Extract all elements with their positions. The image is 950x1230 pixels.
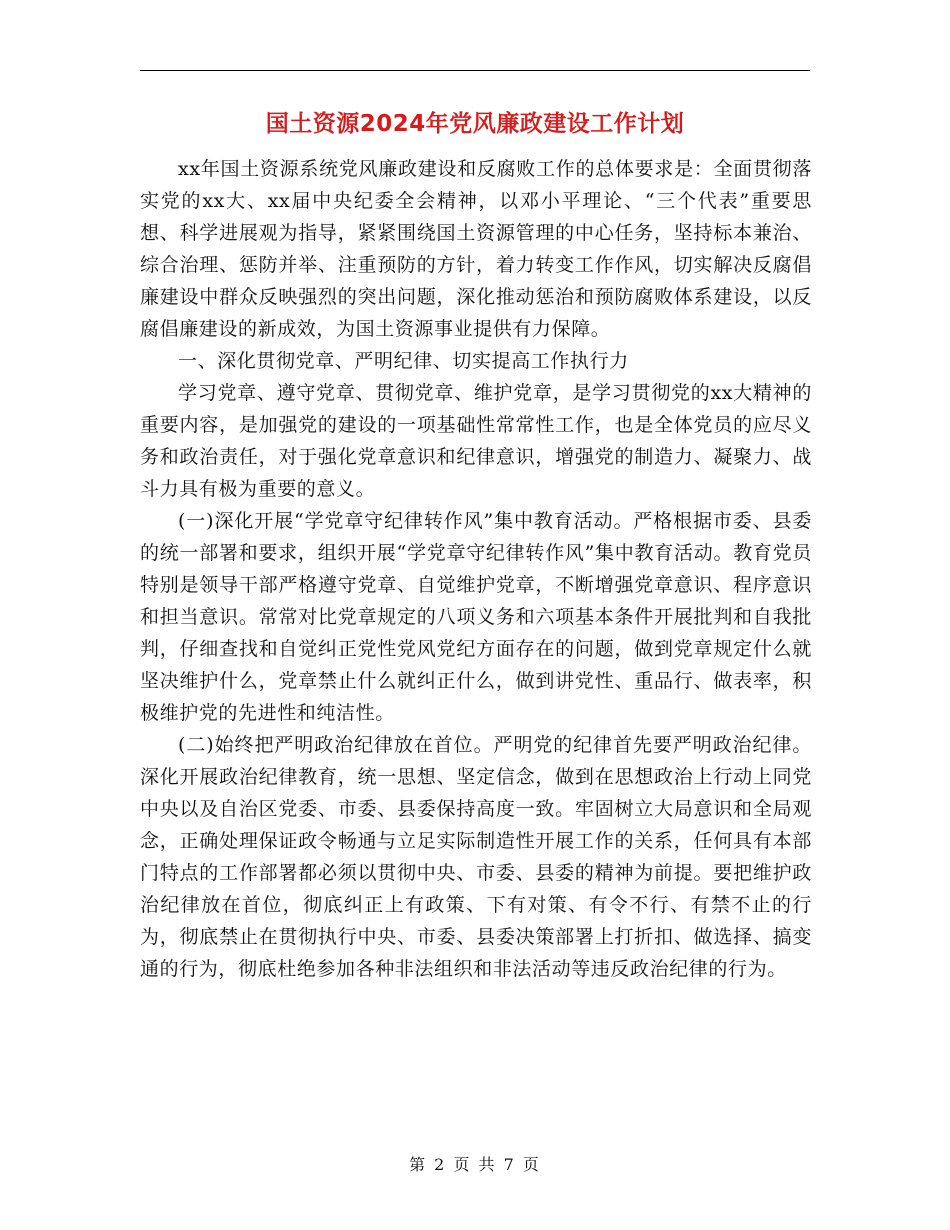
page-number-footer: 第 2 页 共 7 页 [409, 1155, 541, 1174]
section-1-paragraph: 学习党章、遵守党章、贯彻党章、维护党章，是学习贯彻党的xx大精神的重要内容，是加强党的建设的一项基础性常常性工作，也是全体党员的应尽义务和政治责任，对于强化党章意识和纪律意识，增强党的制造力、凝聚力、战斗力具有极为重要的意义。 [140, 382, 812, 500]
item-1-paragraph: (一)深化开展“学党章守纪律转作风”集中教育活动。严格根据市委、县委的统一部署和要求，组织开展“学党章守纪律转作风”集中教育活动。教育党员特别是领导干部严格遵守党章、自觉维护党章，不断增强党章意识、程序意识和担当意识。常常对比党章规定的八项义务和六项基本条件开展批判和自我批判，仔细查找和自觉纠正党性党风党纪方面存在的问题，做到党章规定什么就坚决维护什么，党章禁止什么就纠正什么，做到讲党性、重品行、做表率，积极维护党的先进性和纯洁性。 [140, 510, 812, 724]
section-heading-1: 一、深化贯彻党章、严明纪律、切实提高工作执行力 [178, 350, 629, 372]
item-2-paragraph: (二)始终把严明政治纪律放在首位。严明党的纪律首先要严明政治纪律。深化开展政治纪律教育，统一思想、坚定信念，做到在思想政治上行动上同党中央以及自治区党委、市委、县委保持高度一致。牢固树立大局意识和全局观念，正确处理保证政令畅通与立足实际制造性开展工作的关系，任何具有本部门特点的工作部署都必须以贯彻中央、市委、县委的精神为前提。要把维护政治纪律放在首位，彻底纠正上有政策、下有对策、有令不行、有禁不止的行为，彻底禁止在贯彻执行中央、市委、县委决策部署上打折扣、做选择、搞变通的行为，彻底杜绝参加各种非法组织和非法活动等违反政治纪律的行为。 [140, 734, 812, 980]
document-title: 国土资源2024年党风廉政建设工作计划 [265, 111, 685, 137]
header-rule [140, 70, 810, 71]
document-body [140, 153, 812, 985]
intro-paragraph: xx年国土资源系统党风廉政建设和反腐败工作的总体要求是：全面贯彻落实党的xx大、xx届中央纪委全会精神，以邓小平理论、“三个代表”重要思想、科学进展观为指导，紧紧围绕国土资源管理的中心任务，坚持标本兼治、综合治理、惩防并举、注重预防的方针，着力转变工作作风，切实解决反腐倡廉建设中群众反映强烈的突出问题，深化推动惩治和预防腐败体系建设，以反腐倡廉建设的新成效，为国土资源事业提供有力保障。 [140, 158, 812, 340]
